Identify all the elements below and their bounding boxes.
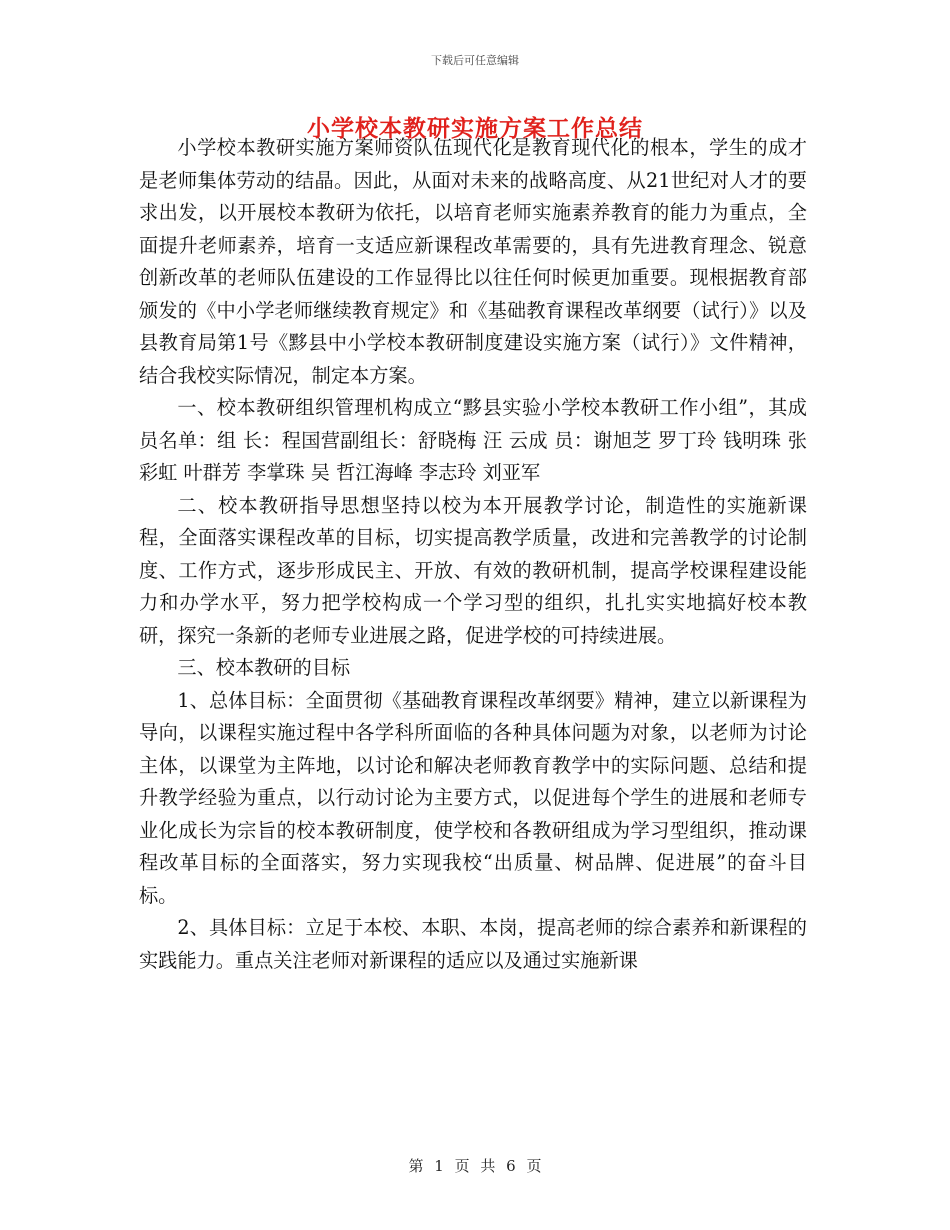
paragraph-section-2: 二、校本教研指导思想坚持以校为本开展教学讨论，制造性的实施新课程，全面落实课程改革的目标，切实提高教学质量，改进和完善教学的讨论制度、工作方式，逐步形成民主、开放、有效的教研机制，提高学校课程建设能力和办学水平，努力把学校构成一个学习型的组织，扎扎实实地搞好校本教研，探究一条新的老师专业进展之路，促进学校的可持续进展。 — [139, 493, 807, 647]
paragraph-overall-goal: 1、总体目标：全面贯彻《基础教育课程改革纲要》精神，建立以新课程为导向，以课程实施过程中各学科所面临的各种具体问题为对象，以老师为讨论主体，以课堂为主阵地，以讨论和解决老师教育教学中的实际问题、总结和提升教学经验为重点，以行动讨论为主要方式，以促进每个学生的进展和老师专业化成长为宗旨的校本教研制度，使学校和各教研组成为学习型组织，推动课程改革目标的全面落实，努力实现我校“出质量、树品牌、促进展”的奋斗目标。 — [139, 688, 807, 907]
paragraph-section-3-heading: 三、校本教研的目标 — [177, 656, 351, 679]
paragraph-specific-goal: 2、具体目标：立足于本校、本职、本岗，提高老师的综合素养和新课程的实践能力。重点关注老师对新课程的适应以及通过实施新课 — [139, 916, 807, 972]
document-title: 小学校本教研实施方案工作总结 — [307, 115, 643, 142]
paragraph-section-1: 一、校本教研组织管理机构成立“黟县实验小学校本教研工作小组”，其成员名单：组 长：程国营副组长：舒晓梅 汪 云成 员：谢旭芝 罗丁玲 钱明珠 张彩虹 叶群芳 李掌珠 吴 哲江海峰 李志玲 刘亚军 — [139, 396, 807, 484]
page-header-note: 下载后可任意编辑 — [431, 54, 519, 67]
page-number-footer: 第 1 页 共 6 页 — [408, 1157, 542, 1175]
document-body — [139, 132, 807, 977]
paragraph-intro: 小学校本教研实施方案师资队伍现代化是教育现代化的根本，学生的成才是老师集体劳动的结晶。因此，从面对未来的战略高度、从21世纪对人才的要求出发，以开展校本教研为依托，以培育老师实施素养教育的能力为重点，全面提升老师素养，培育一支适应新课程改革需要的，具有先进教育理念、锐意创新改革的老师队伍建设的工作显得比以往任何时候更加重要。现根据教育部颁发的《中小学老师继续教育规定》和《基础教育课程改革纲要（试行）》以及县教育局第1号《黟县中小学校本教研制度建设实施方案（试行）》文件精神，结合我校实际情况，制定本方案。 — [139, 136, 807, 387]
